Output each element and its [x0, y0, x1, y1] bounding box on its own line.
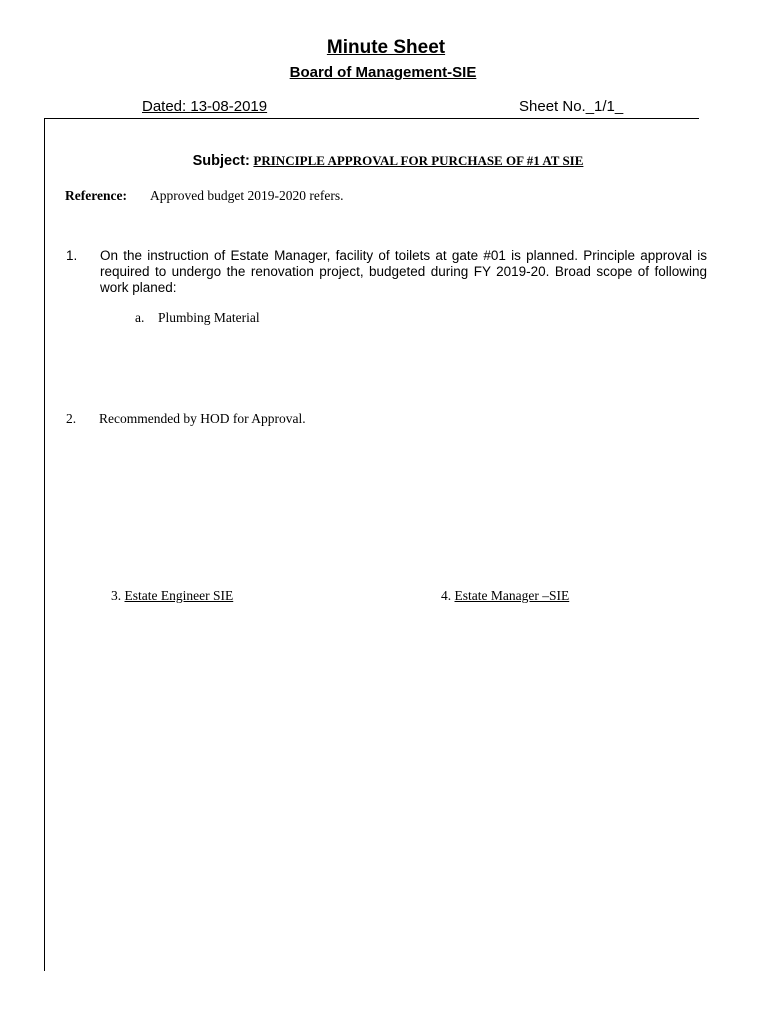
- dated-field: [142, 98, 267, 115]
- left-margin-rule: [44, 119, 45, 971]
- signature-2-title: Estate Manager –SIE: [454, 588, 570, 603]
- paragraph-1-number: 1.: [66, 248, 78, 263]
- dated-label: Dated:: [142, 98, 191, 115]
- reference-text: Approved budget 2019-2020 refers.: [150, 188, 344, 203]
- subject-text: PRINCIPLE APPROVAL FOR PURCHASE OF #1 AT SIE: [253, 153, 584, 168]
- paragraph-1-subitem-text: Plumbing Material: [158, 310, 260, 325]
- page-title: Minute Sheet: [326, 37, 446, 58]
- signature-estate-engineer: [111, 588, 233, 604]
- page-subtitle: Board of Management-SIE: [289, 64, 477, 81]
- paragraph-2-number: 2.: [66, 411, 77, 426]
- dated-value: 13-08-2019: [190, 98, 268, 115]
- sheet-number: Sheet No._1/1_: [519, 98, 624, 115]
- paragraph-1-subitem-marker: a.: [135, 310, 145, 325]
- paragraph-2-text: Recommended by HOD for Approval.: [99, 411, 306, 426]
- paragraph-1-text: On the instruction of Estate Manager, facility of toilets at gate #01 is planned. Principle approval is required to undergo the renovation project, budgeted during FY 2019-20. Broad scope of following work planed:: [100, 248, 707, 295]
- subject-line: [0, 153, 768, 170]
- subject-label: Subject:: [192, 153, 250, 169]
- signature-1-title: Estate Engineer SIE: [124, 588, 234, 603]
- reference-label: Reference:: [65, 188, 127, 203]
- top-rule: [44, 118, 699, 119]
- signature-1-number: 3.: [111, 588, 125, 603]
- signature-estate-manager: [441, 588, 569, 604]
- signature-2-number: 4.: [441, 588, 455, 603]
